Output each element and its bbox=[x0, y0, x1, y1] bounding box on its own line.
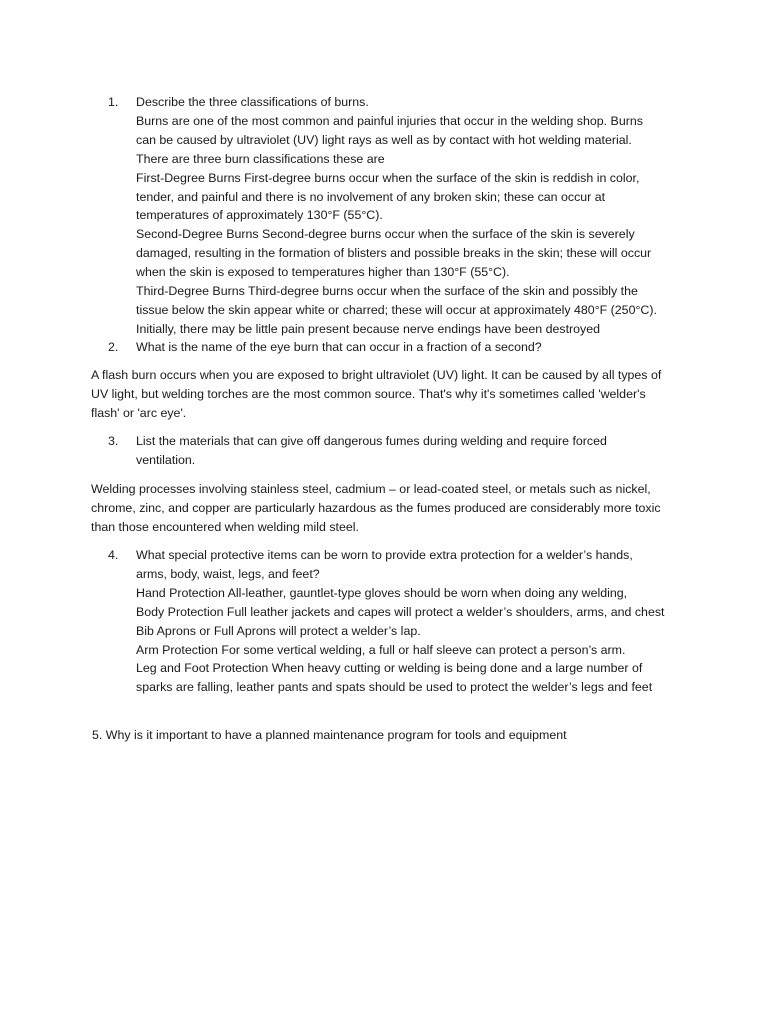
answer-3 bbox=[91, 480, 691, 537]
answer-line: tissue below the skin appear white or charred; these will occur at approximately 480°F (250°C). bbox=[136, 302, 657, 317]
answer-line: Welding processes involving stainless steel, cadmium – or lead-coated steel, or metals such as nickel, bbox=[91, 482, 651, 496]
question-text: List the materials that can give off dangerous fumes during welding and require forced bbox=[136, 434, 607, 448]
answer-line: damaged, resulting in the formation of blisters and possible breaks in the skin; these will occur bbox=[136, 246, 652, 261]
answer-line: Leg and Foot Protection When heavy cutting or welding is being done and a large number of bbox=[136, 661, 643, 676]
question-1 bbox=[108, 93, 696, 339]
question-text: What is the name of the eye burn that can occur in a fraction of a second? bbox=[136, 340, 542, 354]
question-text: Describe the three classifications of burns. bbox=[136, 95, 369, 109]
question-number: 2. bbox=[108, 340, 119, 354]
answer-line: Body Protection Full leather jackets and capes will protect a welder’s shoulders, arms, and chest bbox=[136, 604, 665, 619]
question-number: 3. bbox=[108, 434, 119, 448]
answer-line: A flash burn occurs when you are exposed to bright ultraviolet (UV) light. It can be caused by all types of bbox=[91, 368, 662, 382]
answer-line: Initially, there may be little pain present because nerve endings have been destroyed bbox=[136, 321, 601, 336]
answer-line: can be caused by ultraviolet (UV) light rays as well as by contact with hot welding material. bbox=[136, 132, 632, 147]
question-3 bbox=[108, 432, 696, 470]
answer-line: than those encountered when welding mild steel. bbox=[91, 519, 359, 534]
question-text: What special protective items can be worn to provide extra protection for a welder’s hands, bbox=[136, 548, 633, 562]
answer-line: Hand Protection All-leather, gauntlet-type gloves should be worn when doing any welding, bbox=[136, 585, 628, 600]
answer-line: There are three burn classifications these are bbox=[136, 151, 385, 166]
answer-line: Bib Aprons or Full Aprons will protect a welder’s lap. bbox=[136, 623, 421, 638]
question-text: 5. Why is it important to have a planned maintenance program for tools and equipment bbox=[92, 728, 567, 742]
answer-line: Arm Protection For some vertical welding, a full or half sleeve can protect a person’s arm. bbox=[136, 642, 626, 657]
question-5 bbox=[92, 726, 692, 745]
question-text: arms, body, waist, legs, and feet? bbox=[136, 566, 320, 581]
answer-line: when the skin is exposed to temperatures higher than 130°F (55°C). bbox=[136, 265, 510, 280]
question-2 bbox=[108, 338, 696, 357]
question-4 bbox=[108, 546, 696, 697]
answer-line: temperatures of approximately 130°F (55°C). bbox=[136, 208, 383, 223]
answer-line: First-Degree Burns First-degree burns occur when the surface of the skin is reddish in color, bbox=[136, 170, 640, 185]
answer-line: tender, and painful and there is no involvement of any broken skin; these can occur at bbox=[136, 189, 606, 204]
answer-line: sparks are falling, leather pants and spats should be used to protect the welder’s legs and feet bbox=[136, 680, 653, 695]
question-text: ventilation. bbox=[136, 452, 196, 467]
answer-line: flash' or 'arc eye'. bbox=[91, 405, 187, 420]
answer-line: Burns are one of the most common and painful injuries that occur in the welding shop. Burns bbox=[136, 113, 643, 128]
answer-line: chrome, zinc, and copper are particularly hazardous as the fumes produced are considerably more toxic bbox=[91, 500, 661, 515]
answer-line: Second-Degree Burns Second-degree burns occur when the surface of the skin is severely bbox=[136, 227, 635, 242]
answer-line: Third-Degree Burns Third-degree burns occur when the surface of the skin and possibly the bbox=[136, 284, 638, 299]
question-number: 4. bbox=[108, 548, 119, 562]
answer-2 bbox=[91, 366, 691, 423]
answer-line: UV light, but welding torches are the most common source. That's why it's sometimes called 'welder's bbox=[91, 386, 646, 401]
question-number: 1. bbox=[108, 95, 119, 109]
